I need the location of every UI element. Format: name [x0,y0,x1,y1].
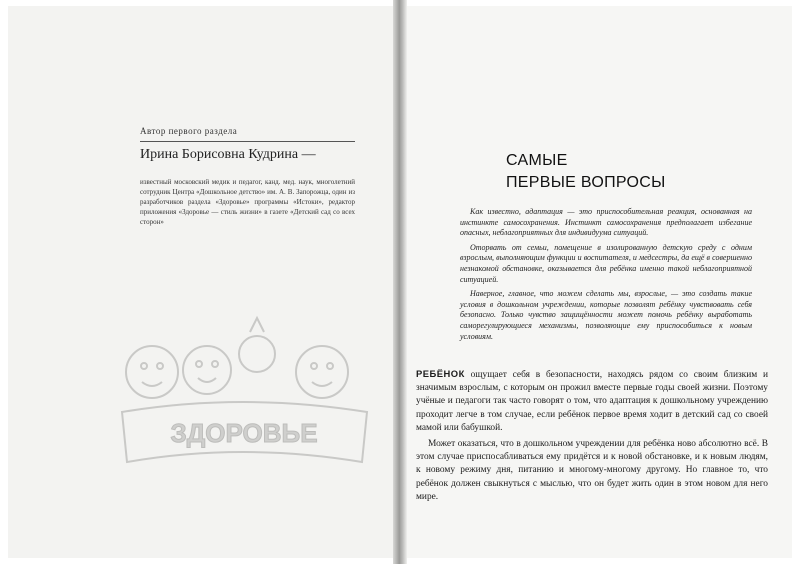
intro-epigraph [460,207,752,346]
book-gutter [393,0,407,564]
author-bio: известный московский медик и педагог, канд. мед. наук, многолетний сотрудник Центра «Дошкольное детство» им. А. В. Запорожца, один из разработчиков раздела «Здоровье» программы «Истоки», редактор приложения «Здоровье — стиль жизни» в газете «Детский сад со всех сторон» [140,178,355,226]
logo-lettering: ЗДОРОВЬЕ [170,418,318,448]
author-block [140,126,355,227]
faded-logo-illustration [112,312,377,487]
chapter-title-line-1: САМЫЕ [506,152,568,169]
chapter-title-line-2: ПЕРВЫЕ ВОПРОСЫ [506,174,666,191]
section-label: Автор первого раздела [140,126,355,142]
lead-word: РЕБЁНОК [416,368,465,379]
chapter-title [506,150,666,194]
intro-paragraph: Оторвать от семьи, помещение в изолированную детскую среду с одним взрослым, выполняющим функции и воспитателя, и медсестры, да ещё в совершенно незнакомой обстановке, оказывается для ребёнка именно такой неблагоприятной ситуацией. [460,242,752,284]
body-paragraph-2: Может оказаться, что в дошкольном учреждении для ребёнка ново абсолютно всё. В этом случае приспосабливаться ему придётся и к новой обстановке, и к новым людям, к новому режиму дня, питанию и многому-многому другому. Но главное то, что ребёнок должен свыкнуться с мыслью, что он будет жить один в этом новом для него мире. [416,439,768,502]
intro-paragraph: Наверное, главное, что можем сделать мы, взрослые, — это создать такие условия в дошкольном учреждении, которые позволят ребёнку чувствовать себя безопасно. Только чувство защищённости может помочь ребёнку выработать саморегулирующиеся механизмы, позволяющие ему приспособиться к новым условиям. [460,289,752,341]
body-text [416,367,768,507]
intro-paragraph: Как известно, адаптация — это приспособительная реакция, основанная на инстинкте самосохранения. Инстинкт самосохранения предполагает избегание опасных, неблагоприятных для индивидуума ситуаций. [460,207,752,238]
body-paragraph-1 [416,367,768,435]
author-name: Ирина Борисовна Кудрина — [140,147,316,162]
body-paragraph-1-text: ощущает себя в безопасности, находясь рядом со своим близким и значимым взрослым, с которым он прожил вместе первые годы своей жизни. Поэтому учёные и педагоги так часто говорят о том, что адаптация к дошкольному учреждению проходит легче в том случае, если ребёнок первое время ходит в детский сад со своей мамой или бабушкой. [416,370,768,433]
